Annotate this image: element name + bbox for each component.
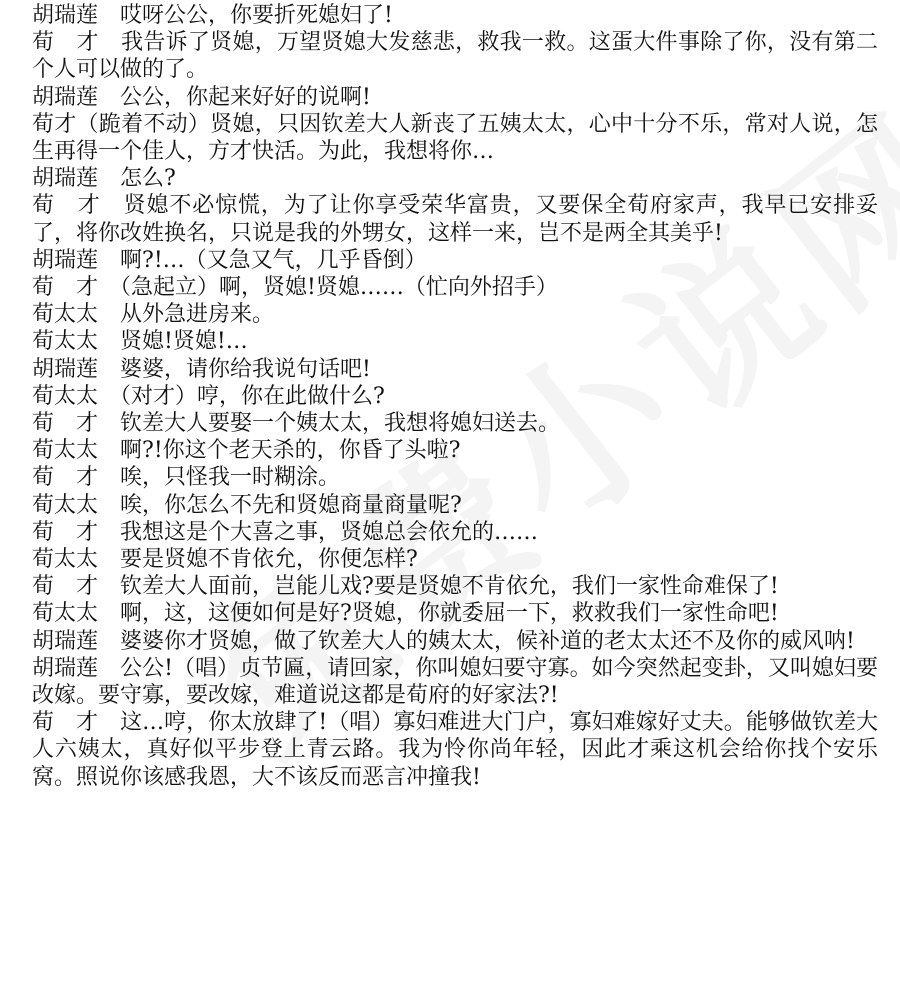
speaker-gap (98, 329, 120, 354)
speech-text: 唉，你怎么不先和贤媳商量商量呢? (120, 492, 462, 518)
dialogue-line (32, 274, 878, 301)
dialogue-line (32, 410, 878, 437)
speaker-gap (98, 465, 120, 490)
speech-text: 公公!（唱）贞节匾，请回家，你叫媳妇要守寡。如今突然起变卦，又叫媳妇要改嫁。要守寡，要改嫁，难道说这都是荀府的好家法?! (32, 655, 878, 709)
speech-text: 钦差大人要娶一个姨太太，我想将媳妇送去。 (120, 411, 561, 437)
dialogue-line (32, 628, 878, 655)
speaker-gap (98, 629, 120, 654)
speaker-gap (98, 547, 120, 572)
speaker-gap (101, 193, 124, 218)
speech-text: 我想这是个大喜之事，贤媳总会依允的…… (120, 519, 539, 545)
speaker-name: 荀 才 (32, 519, 99, 545)
speech-text: （跪着不动）贤媳，只因钦差大人新丧了五姨太太，心中十分不乐，常对人说，怎生再得一个佳人，方才快活。为此，我想将你… (32, 111, 878, 165)
speaker-gap (98, 248, 120, 273)
speaker-name: 胡瑞莲 (32, 84, 99, 110)
dialogue-line (32, 464, 878, 491)
speech-text: 婆婆，请你给我说句话吧! (120, 356, 371, 382)
dialogue-line (32, 709, 878, 791)
speech-text: （对才）哼，你在此做什么? (120, 383, 385, 409)
speaker-gap (98, 166, 120, 191)
speech-text: 要是贤媳不肯依允，你便怎样? (120, 547, 418, 573)
speaker-name: 荀 才 (32, 275, 99, 301)
speech-text: 从外急进房来。 (120, 302, 275, 328)
speaker-name: 荀 才 (32, 193, 101, 219)
speaker-name: 胡瑞莲 (32, 356, 99, 382)
speaker-name: 荀太太 (32, 438, 99, 464)
speech-text: 这…哼，你太放肆了!（唱）寡妇难进大门户，寡妇难嫁好丈夫。能够做钦差大人六姨太，真好似平步登上青云路。我为怜你尚年轻，因此才乘这机会给你找个安乐窝。照说你该感我恩，大不该反而恶言冲撞我! (32, 710, 878, 790)
speech-text: 啊?!…（又急又气，几乎昏倒） (120, 247, 427, 273)
speech-text: 公公，你起来好好的说啊! (120, 84, 371, 110)
speaker-name: 荀太太 (32, 329, 99, 355)
dialogue-line (32, 84, 878, 111)
dialogue-line (32, 301, 878, 328)
speaker-name: 荀太太 (32, 302, 99, 328)
dialogue-line (32, 111, 878, 165)
speaker-name: 胡瑞莲 (32, 166, 99, 192)
dialogue-line (32, 655, 878, 709)
speaker-gap (98, 520, 120, 545)
speaker-gap (98, 85, 120, 110)
speaker-gap (98, 411, 120, 436)
dialogue-line (32, 356, 878, 383)
dialogue-line (32, 2, 878, 29)
speaker-name: 荀 才 (32, 411, 99, 437)
speaker-gap (98, 493, 120, 518)
speaker-name: 荀太太 (32, 492, 99, 518)
dialogue-line (32, 437, 878, 464)
speaker-gap (98, 384, 120, 409)
speaker-gap (98, 275, 120, 300)
dialogue-line (32, 383, 878, 410)
speech-text: 啊，这，这便如何是好?贤媳，你就委屈一下，救救我们一家性命吧! (120, 601, 779, 627)
speaker-gap (99, 30, 121, 55)
speaker-name: 荀 才 (32, 30, 99, 56)
speaker-name: 荀 才 (32, 465, 99, 491)
speaker-name: 胡瑞莲 (32, 247, 99, 273)
dialogue-line (32, 29, 878, 83)
speech-text: 怎么? (120, 166, 176, 192)
dialogue-line (32, 546, 878, 573)
speech-text: 钦差大人面前，岂能儿戏?要是贤媳不肯依允，我们一家性命难保了! (120, 574, 779, 600)
speaker-name: 荀才 (32, 111, 77, 137)
speech-text: 啊?!你这个老天杀的，你昏了头啦? (120, 438, 461, 464)
speaker-gap (98, 710, 120, 735)
play-script-text (32, 2, 878, 791)
dialogue-line (32, 573, 878, 600)
dialogue-line (32, 247, 878, 274)
speech-text: 贤媳不必惊慌，为了让你享受荣华富贵，又要保全荀府家声，我早已安排妥了，将你改姓换名，只说是我的外甥女，这样一来，岂不是两全其美乎! (32, 193, 878, 246)
speaker-name: 胡瑞莲 (32, 655, 99, 681)
speaker-gap (98, 656, 120, 681)
speech-text: 贤媳!贤媳!… (120, 329, 248, 355)
speaker-name: 荀太太 (32, 601, 99, 627)
speaker-name: 荀 才 (32, 574, 99, 600)
dialogue-line (32, 165, 878, 192)
speaker-gap (98, 438, 120, 463)
speech-text: 我告诉了贤媳，万望贤媳大发慈悲，救我一救。这蛋大件事除了你，没有第二个人可以做的了。 (32, 30, 878, 83)
dialogue-line (32, 328, 878, 355)
dialogue-line (32, 492, 878, 519)
dialogue-line (32, 192, 878, 246)
dialogue-line (32, 519, 878, 546)
speaker-gap (98, 357, 120, 382)
speech-text: 唉，只怪我一时糊涂。 (120, 465, 341, 491)
speaker-name: 胡瑞莲 (32, 3, 99, 28)
speaker-name: 荀太太 (32, 547, 99, 573)
speech-text: （急起立）啊，贤媳!贤媳……（忙向外招手） (120, 275, 558, 301)
speaker-name: 荀 才 (32, 710, 99, 736)
speaker-gap (98, 3, 120, 28)
speaker-gap (98, 601, 120, 626)
speaker-name: 荀太太 (32, 383, 99, 409)
speaker-name: 胡瑞莲 (32, 628, 99, 654)
speaker-gap (98, 574, 120, 599)
speaker-gap (98, 302, 120, 327)
speech-text: 哎呀公公，你要折死媳妇了! (120, 3, 393, 28)
dialogue-line (32, 600, 878, 627)
speech-text: 婆婆你才贤媳，做了钦差大人的姨太太，候补道的老太太还不及你的威风呐! (120, 628, 855, 654)
